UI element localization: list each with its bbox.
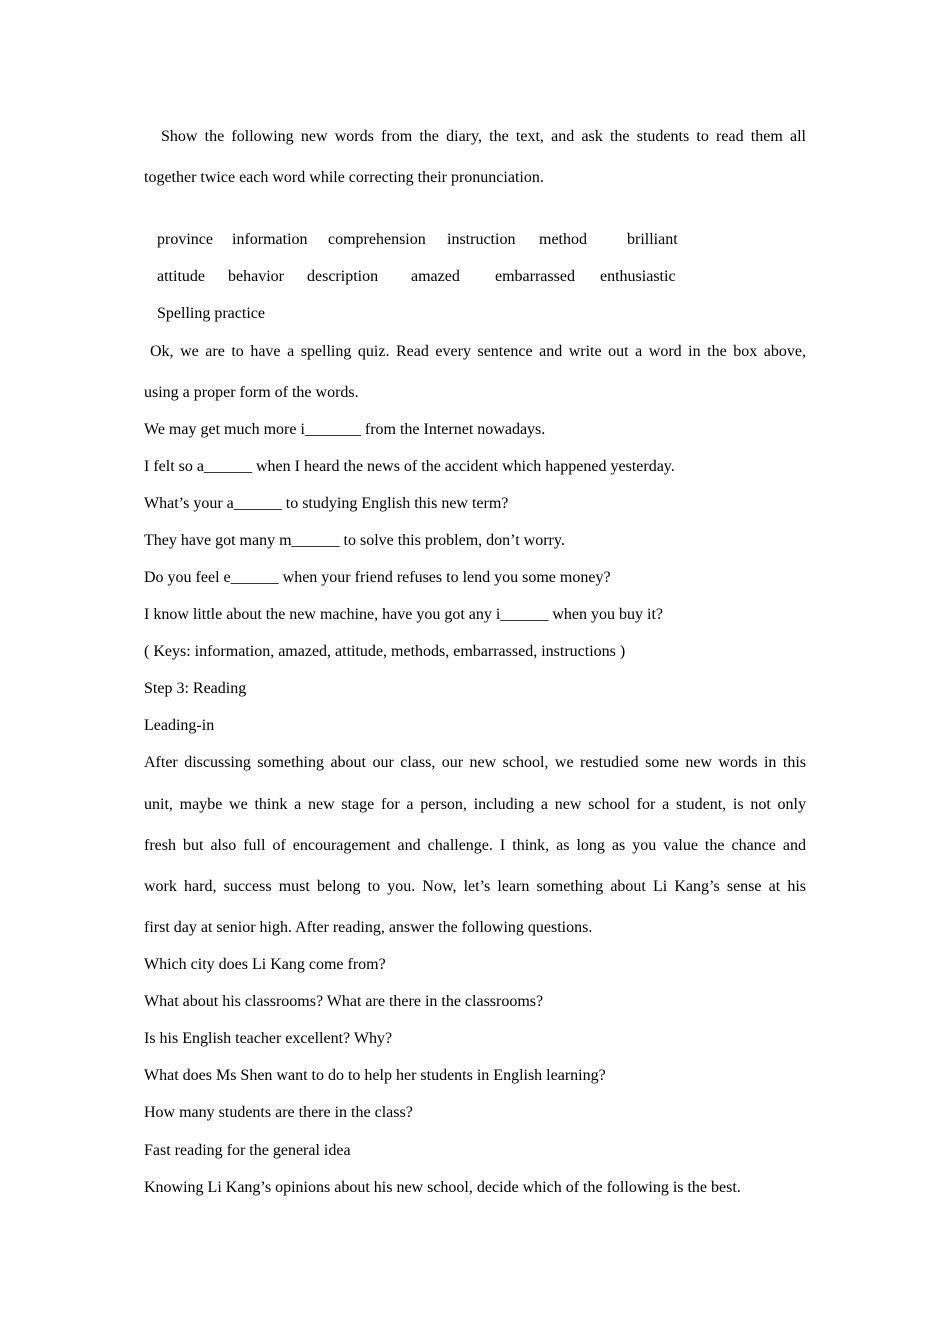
vocab-word: attitude [157, 268, 205, 285]
question: What does Ms Shen want to do to help her students in English learning? [144, 1067, 606, 1084]
vocab-word: embarrassed [495, 268, 575, 285]
intro-line-2: together twice each word while correcting their pronunciation. [144, 169, 544, 186]
spelling-sentence: Do you feel e______ when your friend refuses to lend you some money? [144, 569, 611, 586]
spelling-sentence: I know little about the new machine, have you got any i______ when you buy it? [144, 606, 663, 623]
vocab-word: province [157, 231, 213, 248]
paragraph-line: After discussing something about our class, our new school, we restudied some new words in this [144, 754, 806, 771]
vocab-word: information [232, 231, 308, 248]
spelling-keys: ( Keys: information, amazed, attitude, methods, embarrassed, instructions ) [144, 643, 626, 660]
vocab-word: enthusiastic [600, 268, 676, 285]
vocab-word: instruction [447, 231, 516, 248]
leading-in-heading: Leading-in [144, 717, 215, 734]
spelling-sentence: We may get much more i_______ from the Internet nowadays. [144, 421, 546, 438]
paragraph-line: unit, maybe we think a new stage for a person, including a new school for a student, is not only [144, 796, 806, 813]
question: How many students are there in the class? [144, 1104, 413, 1121]
spelling-sentence: What’s your a______ to studying English this new term? [144, 495, 509, 512]
spelling-sentence: I felt so a______ when I heard the news of the accident which happened yesterday. [144, 458, 675, 475]
question: Which city does Li Kang come from? [144, 956, 386, 973]
paragraph-line: work hard, success must belong to you. Now, let’s learn something about Li Kang’s sense at his [144, 878, 806, 895]
final-instruction: Knowing Li Kang’s opinions about his new school, decide which of the following is the best. [144, 1179, 741, 1196]
vocab-word: brilliant [627, 231, 678, 248]
vocab-word: description [307, 268, 379, 285]
question: What about his classrooms? What are there in the classrooms? [144, 993, 544, 1010]
paragraph-line: first day at senior high. After reading, answer the following questions. [144, 919, 593, 936]
spelling-heading: Spelling practice [157, 305, 265, 322]
paragraph-line: fresh but also full of encouragement and challenge. I think, as long as you value the chance and [144, 837, 806, 854]
fast-reading-heading: Fast reading for the general idea [144, 1142, 351, 1159]
intro-line-1: Show the following new words from the diary, the text, and ask the students to read them all [161, 128, 806, 145]
spelling-instruction-line-1: Ok, we are to have a spelling quiz. Read every sentence and write out a word in the box above, [150, 343, 806, 360]
vocab-word: method [539, 231, 587, 248]
question: Is his English teacher excellent? Why? [144, 1030, 393, 1047]
spelling-sentence: They have got many m______ to solve this problem, don’t worry. [144, 532, 565, 549]
step-3-heading: Step 3: Reading [144, 680, 247, 697]
spelling-instruction-line-2: using a proper form of the words. [144, 384, 359, 401]
vocab-word: comprehension [328, 231, 426, 248]
vocab-word: behavior [228, 268, 284, 285]
vocab-word: amazed [411, 268, 460, 285]
